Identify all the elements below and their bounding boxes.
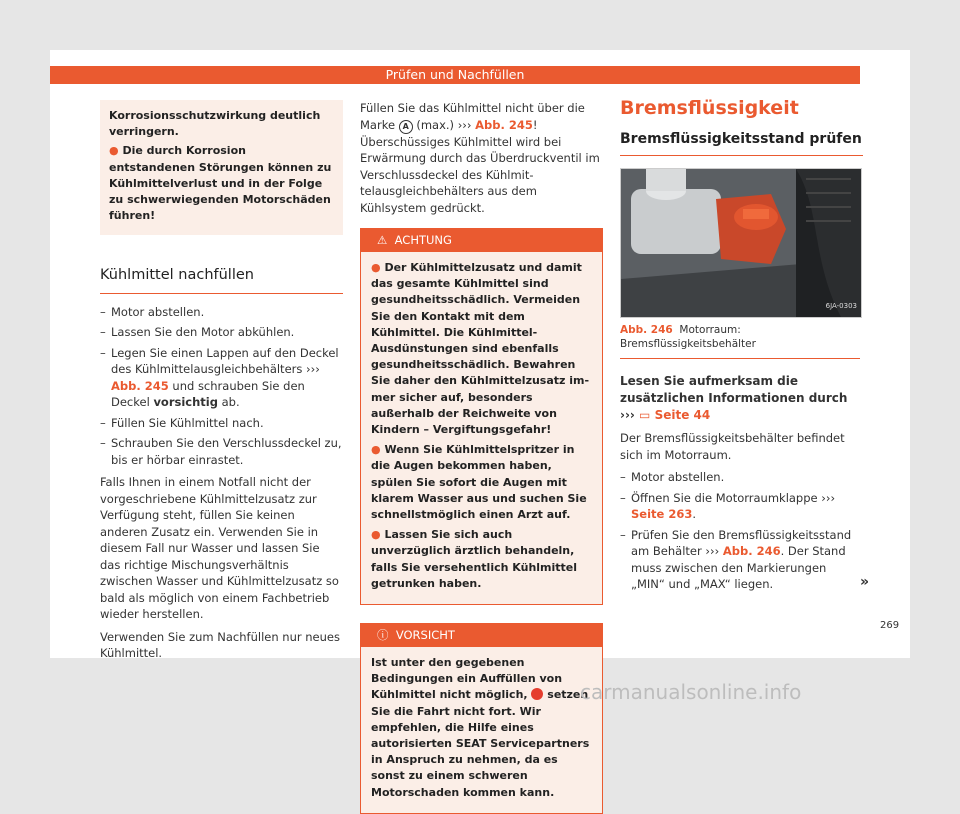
step-item: – Motor abstellen. [620,469,863,486]
vorsicht-text [371,655,592,801]
engine-bay-figure [620,168,862,318]
figure-caption [620,318,860,359]
column-right [620,97,863,597]
achtung-body [361,252,602,604]
continue-mark: » [860,574,870,590]
paragraph: Falls Ihnen in einem Notfall nicht der vorgeschriebene Kühlmittelzusatz zur Verfügung steht, füllen Sie keinen anderen Zusatz ein. Verwenden Sie in diesem Fall nur Wasser und lassen Sie das richtige Mischungsverhältnis zwischen Wasser und Kühlmittelzusatz so bald als möglich von einem Fachbetrieb wieder herstellen. [100,475,339,622]
step-text: und schrauben Sie den Deckel [111,378,305,410]
ref-arrow: ››› [821,490,836,505]
ref-arrow: ››› [306,362,320,377]
achtung-header [361,229,602,252]
vorsicht-body [361,647,602,813]
paragraph: Der Bremsflüssigkeitsbehälter befindet sich im Motorraum. [620,431,845,462]
step-text: ab. [221,395,240,410]
step-text: Legen Sie einen Lappen auf den Deckel des Kühlmittelausgleichbehälters [111,345,339,377]
column-middle [360,100,603,814]
steps-list [620,469,863,593]
warning-item-2 [109,143,334,224]
intro-text: (max.) [416,117,455,132]
ref-arrow: ››› [457,117,472,132]
ref-arrow: ››› [620,408,635,422]
step-item: – Füllen Sie Kühlmittel nach. [100,415,343,432]
vorsicht-text-pre: Ist unter den gegebenen Bedingungen ein Auffüllen von Kühlmittel nicht möglich, [371,656,563,702]
read-more [620,373,863,424]
achtung-text: Wenn Sie Kühlmittelspritzer in die Augen bekommen haben, spülen Sie sofort die Augen mit klarem Wasser aus und suchen Sie schnellstmöglich einen Arzt auf. [371,443,587,522]
figure-link[interactable]: Abb. 246 [722,544,781,558]
step-text-bold: vorsichtig [153,395,218,410]
vorsicht-text-post: setzen Sie die Fahrt nicht fort. Wir empfehlen, die Hilfe eines autorisierten SEAT Servicepartners in Anspruch zu nehmen, da es sonst zu einem schweren Motorschaden kommen kann. [371,688,590,799]
watermark: carmanualsonline.info [580,680,802,704]
page-link[interactable]: Seite 263 [631,507,693,521]
coolant-warning-icon [531,688,543,700]
achtung-item [371,260,592,438]
bullet-icon: ● [371,443,381,457]
info-circle-icon: ⓘ [377,628,389,643]
achtung-box [360,228,603,605]
steps-list [100,304,343,469]
page-link[interactable]: Seite 44 [654,408,711,422]
step-item: – Lassen Sie den Motor abkühlen. [100,324,343,341]
sub-title: Bremsflüssigkeitsstand prüfen [620,131,863,157]
main-title: Bremsflüssigkeit [620,97,799,119]
bullet-icon: ● [371,261,381,274]
step-text: Öffnen Sie die Motorraumklappe [631,490,818,505]
warning-text-2: Die durch Korrosion entstandenen Störungen können zu Kühlmittelverlust und in der Folge zu schwerwiegenden Motorschäden führen! [109,144,332,223]
achtung-item [371,527,592,592]
intro-paragraph [360,100,603,216]
figure-link[interactable]: Abb. 245 [111,378,169,393]
caption-ref: Abb. 246 [620,324,673,336]
engine-bay-illustration [621,169,861,317]
read-more-text: Lesen Sie aufmerksam die zusätzlichen Informationen durch [620,374,848,405]
page-header: Prüfen und Nachfüllen [50,66,860,84]
column-left [100,100,343,662]
bullet-icon: ● [109,144,119,158]
step-item [100,345,343,411]
step-item: – Schrauben Sie den Verschlussdeckel zu, bis er hörbar einrastet. [100,435,343,468]
step-item: – Motor abstellen. [100,304,343,321]
achtung-text: Lassen Sie sich auch unverzüglich ärztlich behandeln, falls Sie versehentlich Kühlmittel getrunken haben. [371,528,578,590]
bullet-icon: ● [371,528,381,542]
marker-a: A [399,120,413,134]
step-text: . [692,507,696,521]
caption-text: Motorraum: Bremsflüssigkeitsbehälter [620,324,756,350]
step-text: Prüfen Sie den Bremsflüssigkeitsstand am Behälter [631,527,852,558]
intro-text: ! Überschüssiges Kühlmittel wird bei Erwärmung durch das Überdruckventil im Verschlussdeckel des Kühlmittelausgleichbehälters aus dem Kühlsystem gedrückt. [360,117,600,215]
warning-triangle-icon: ⚠ [377,233,388,247]
page-number: 269 [880,620,900,631]
warning-text-1: Korrosionsschutzwirkung deutlich verringern. [109,109,321,139]
intro-text: Füllen Sie das Kühlmittel nicht über die Marke [360,101,585,132]
vorsicht-header [361,624,602,647]
book-icon: ▭ [639,408,651,422]
step-text: . Der Stand muss zwischen den Markierungen „MIN“ und „MAX“ liegen. [631,544,846,591]
figure-code: 6JA-0303 [825,301,857,310]
achtung-text: Der Kühlmittelzusatz und damit das gesamte Kühlmittel sind gesundheitsschädlich. Vermeiden Sie den Kontakt mit dem Kühlmittel. Die Kühlmittel-Ausdünstungen sind ebenfalls gesundheitsschädlich. Bewahren Sie daher den Kühlmittelzusatz immer sicher auf, besonders außerhalb der Reichweite von Kindern – Vergiftungsgefahr! [371,261,590,437]
achtung-item [371,442,592,523]
section-title: Kühlmittel nachfüllen [100,267,343,294]
ref-arrow: ››› [705,544,720,558]
step-item [620,527,863,593]
step-item [620,490,863,523]
figure-link[interactable]: Abb. 245 [475,117,533,132]
achtung-title: ACHTUNG [394,233,452,247]
warning-continuation [100,100,343,235]
vorsicht-title: VORSICHT [395,628,455,643]
paragraph: Verwenden Sie zum Nachfüllen nur neues Kühlmittel. [100,629,340,661]
vorsicht-box [360,623,603,814]
